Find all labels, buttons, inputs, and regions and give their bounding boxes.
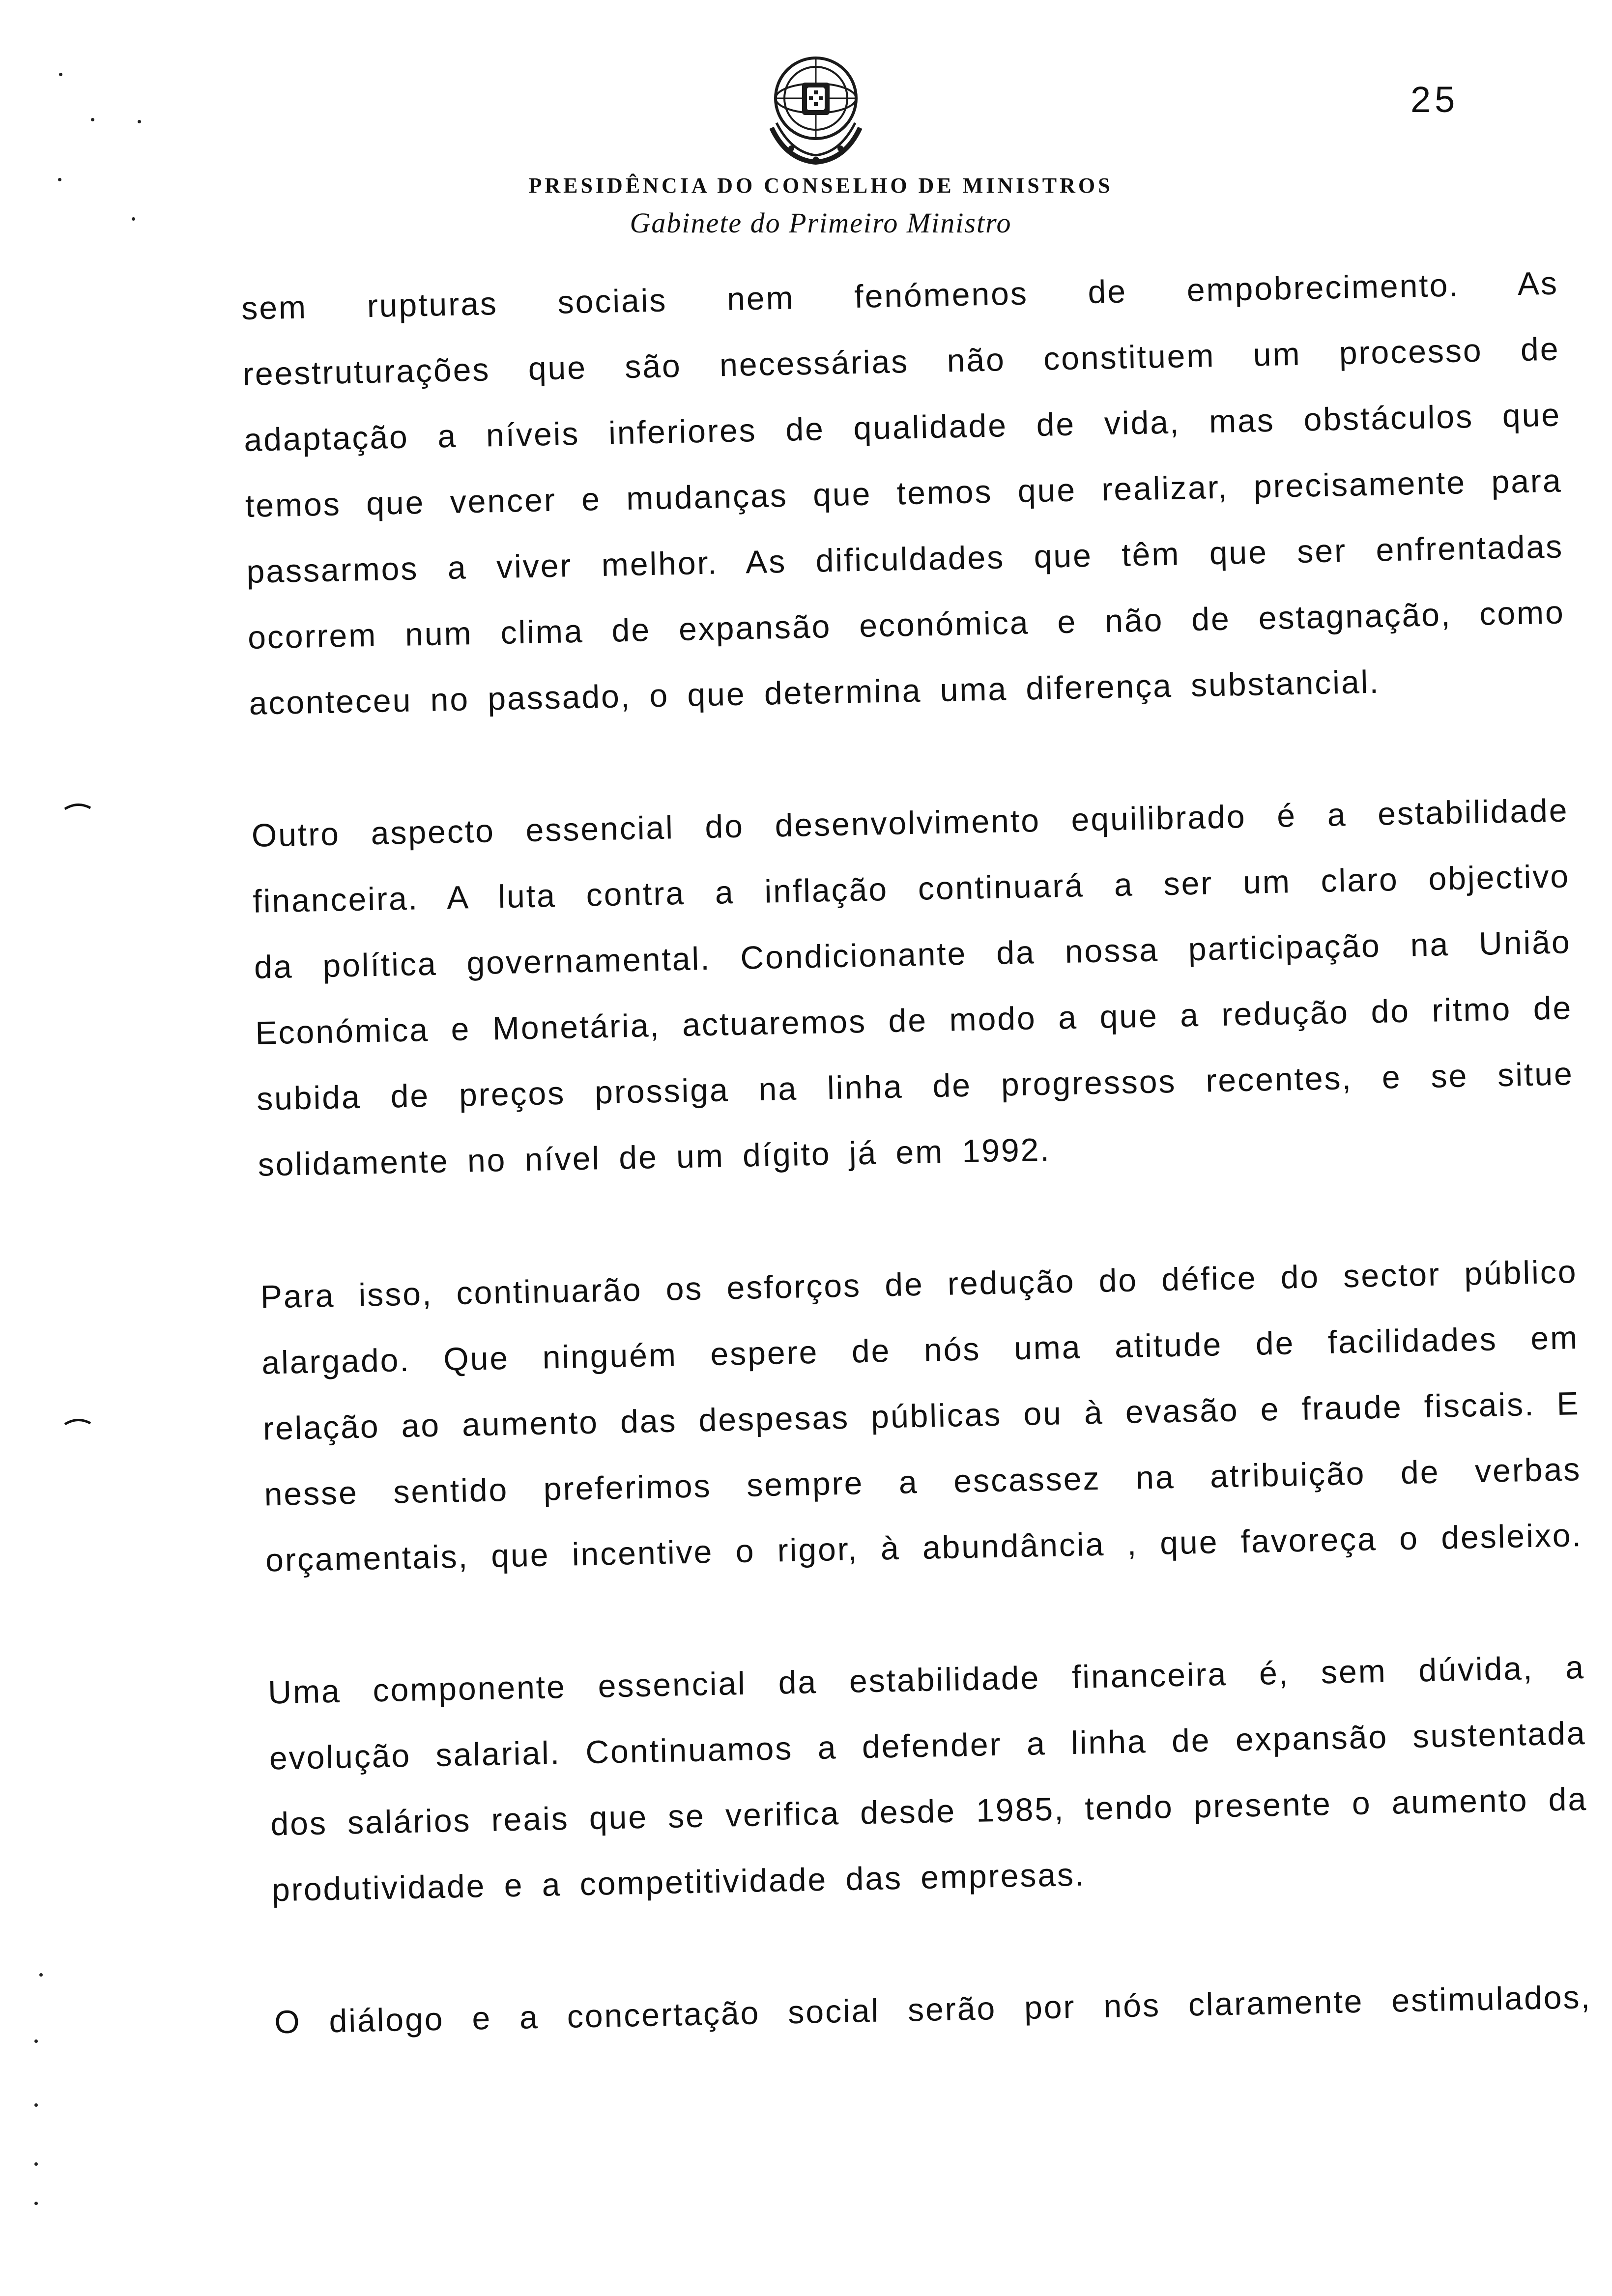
paragraph-1 [241, 250, 1567, 736]
text-line: aconteceu no passado, o que determina uma diferença substancial. [249, 663, 1381, 721]
text-line: Outro aspecto essencial do desenvolvimento equilibrado é a estabilidade [251, 792, 1569, 854]
margin-mark [64, 1415, 91, 1426]
page-number: 25 [1410, 79, 1459, 120]
institution-heading: PRESIDÊNCIA DO CONSELHO DE MINISTROS [528, 173, 1113, 198]
text-line: reestruturações que são necessárias não constituem um processo de [242, 330, 1560, 392]
text-line: da política governamental. Condicionante da nossa participação na União [254, 923, 1572, 985]
text-line: orçamentais, que incentive o rigor, à abundância , que favoreça o desleixo. [265, 1517, 1583, 1578]
scan-speck [39, 1973, 43, 1977]
text-line: temos que vencer e mudanças que temos que realizar, precisamente para [245, 462, 1563, 524]
text-line: evolução salarial. Continuamos a defender a linha de expansão sustentada [269, 1715, 1587, 1777]
text-line: Económica e Monetária, actuaremos de modo a que a redução do ritmo de [255, 989, 1573, 1051]
paragraph-4 [267, 1634, 1589, 1923]
text-line: alargado. Que ninguém espere de nós uma atitude de facilidades em [261, 1319, 1579, 1381]
text-line: sem rupturas sociais nem fenómenos de empobrecimento. As [241, 264, 1559, 326]
body-text [241, 250, 1592, 2055]
text-line: financeira. A luta contra a inflação continuará a ser um claro objectivo [252, 858, 1570, 919]
paragraph-2 [251, 777, 1576, 1197]
text-line: relação ao aumento das despesas públicas ou à evasão e fraude fiscais. E [262, 1385, 1581, 1447]
scan-speck [58, 178, 61, 181]
scan-speck [59, 73, 62, 76]
cabinet-subheading: Gabinete do Primeiro Ministro [630, 207, 1012, 239]
scan-speck [34, 2103, 38, 2107]
text-line: O diálogo e a concertação social serão por nós claramente estimulados, [274, 1978, 1592, 2040]
coat-of-arms-icon [757, 44, 875, 167]
paragraph-5 [274, 1964, 1592, 2055]
scan-speck [132, 217, 135, 221]
text-line: ocorrem num clima de expansão económica e não de estagnação, como [247, 594, 1565, 656]
scan-speck [34, 2202, 38, 2205]
margin-mark [64, 800, 91, 811]
text-line: solidamente no nível de um dígito já em 1992. [258, 1131, 1051, 1183]
text-line: nesse sentido preferimos sempre a escassez na atribuição de verbas [263, 1451, 1582, 1513]
scan-speck [34, 2039, 38, 2043]
text-line: subida de preços prossiga na linha de progressos recentes, e se situe [256, 1055, 1574, 1117]
text-line: Uma componente essencial da estabilidade financeira é, sem dúvida, a [267, 1649, 1585, 1711]
scan-speck [34, 2162, 38, 2166]
text-line: Para isso, continuarão os esforços de redução do défice do sector público [260, 1253, 1578, 1315]
scan-speck [91, 118, 94, 121]
text-line: adaptação a níveis inferiores de qualidade de vida, mas obstáculos que [243, 396, 1561, 458]
text-line: passarmos a viver melhor. As dificuldades que têm que ser enfrentadas [246, 528, 1564, 590]
text-line: dos salários reais que se verifica desde 1985, tendo presente o aumento da [270, 1780, 1588, 1842]
scan-speck [138, 120, 141, 123]
text-line: produtividade e a competitividade das empresas. [271, 1856, 1086, 1908]
paragraph-3 [260, 1238, 1583, 1593]
